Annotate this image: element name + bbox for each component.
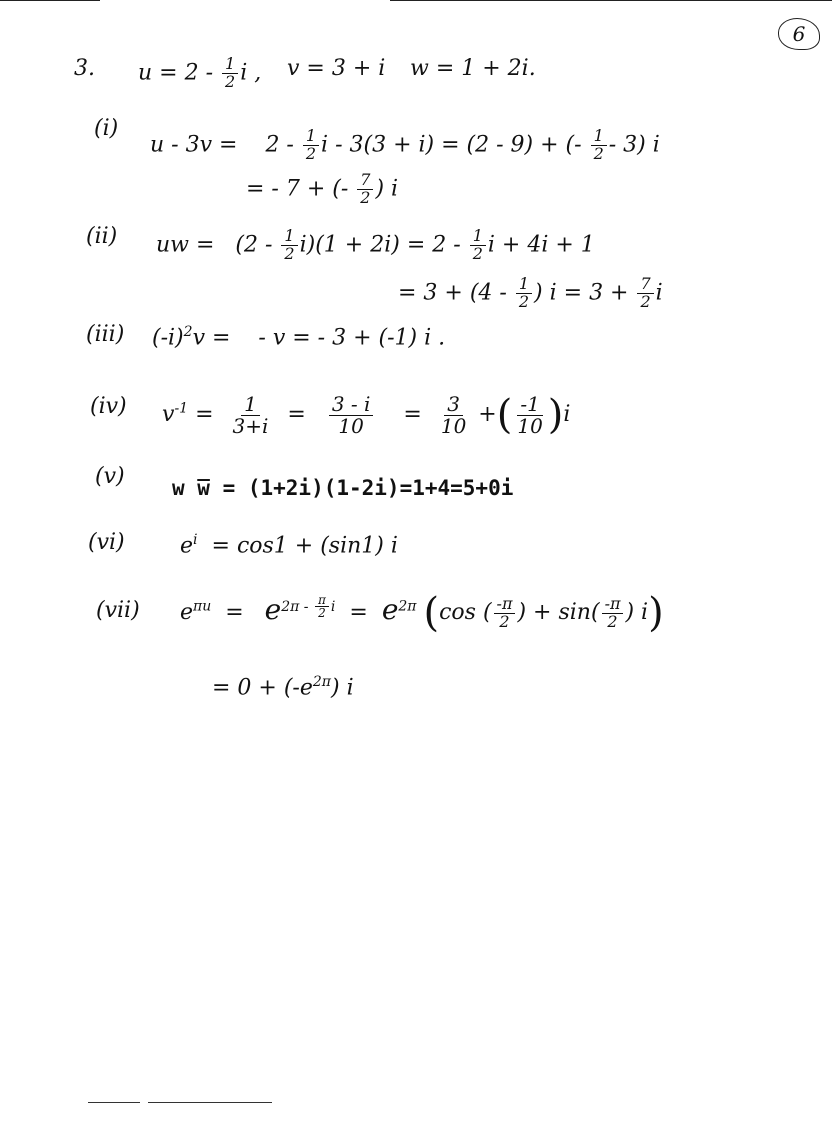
part-vi-line: $e^i = \cos 1 + (\sin 1)$ i: [180, 532, 398, 559]
part-label-iii: (iii): [86, 322, 125, 347]
w-definition: w = 1 + 2i.: [410, 56, 536, 81]
part-label-iv: (iv): [90, 394, 127, 419]
top-rule-right: [390, 0, 832, 1]
part-i-line1: u - 3v = 2 - $\frac{1}{2}$ i - 3(3 + i) = (2 - 9) + (- $\frac{1}{2}$ - 3) i: [150, 126, 660, 163]
part-i-line2: = - 7 + (- $\frac{7}{2}$ ) i: [246, 170, 399, 207]
part-ii-line2: = 3 + (4 - $\frac{1}{2}$ ) i = 3 + $\frac{7}{2}$ i: [398, 274, 663, 311]
part-label-v: (v): [95, 464, 125, 489]
part-iv-line: $v^{-1}$ = $\frac{1}{3+i}$ = $\frac{3 - i}{10}$ = $\frac{3}{10}$ +( $\frac{-1}{10}$ )i: [162, 391, 571, 438]
v-definition: v = 3 + i: [287, 56, 386, 81]
part-vii-line1: $e^{\pi u}$ = $e^{2\pi - \frac{\pi}{2} i} = e^{2\pi}$ (cos ( $\frac{-\pi}{2}$ ) + sin( $\frac{-\pi}{2}$ ) i): [180, 590, 664, 636]
top-rule-left: [0, 0, 100, 1]
part-ii-line1: uw = (2 - $\frac{1}{2}$ i)(1 + 2i) = 2 - $\frac{1}{2}$ i + 4i + 1: [156, 226, 595, 263]
part-label-vi: (vi): [88, 530, 125, 555]
part-vii-line2: = $0 + (-e^{2\pi})$ i: [212, 674, 354, 701]
u-definition: u = 2 - $\frac{1}{2}$ i ,: [138, 54, 262, 91]
problem-number: 3.: [74, 56, 95, 81]
part-iii-line: $(-i)^2v$ = - v = - 3 + (-1) i .: [152, 324, 446, 351]
footer-rule-right: [148, 1102, 272, 1103]
page-number: 6: [778, 18, 820, 50]
part-label-i: (i): [94, 116, 119, 141]
part-label-vii: (vii): [96, 598, 140, 623]
part-label-ii: (ii): [86, 224, 118, 249]
part-v-typed-equation: w w̅ = (1+2i)(1-2i)=1+4=5+0i: [172, 476, 514, 500]
footer-rule-left: [88, 1102, 140, 1103]
